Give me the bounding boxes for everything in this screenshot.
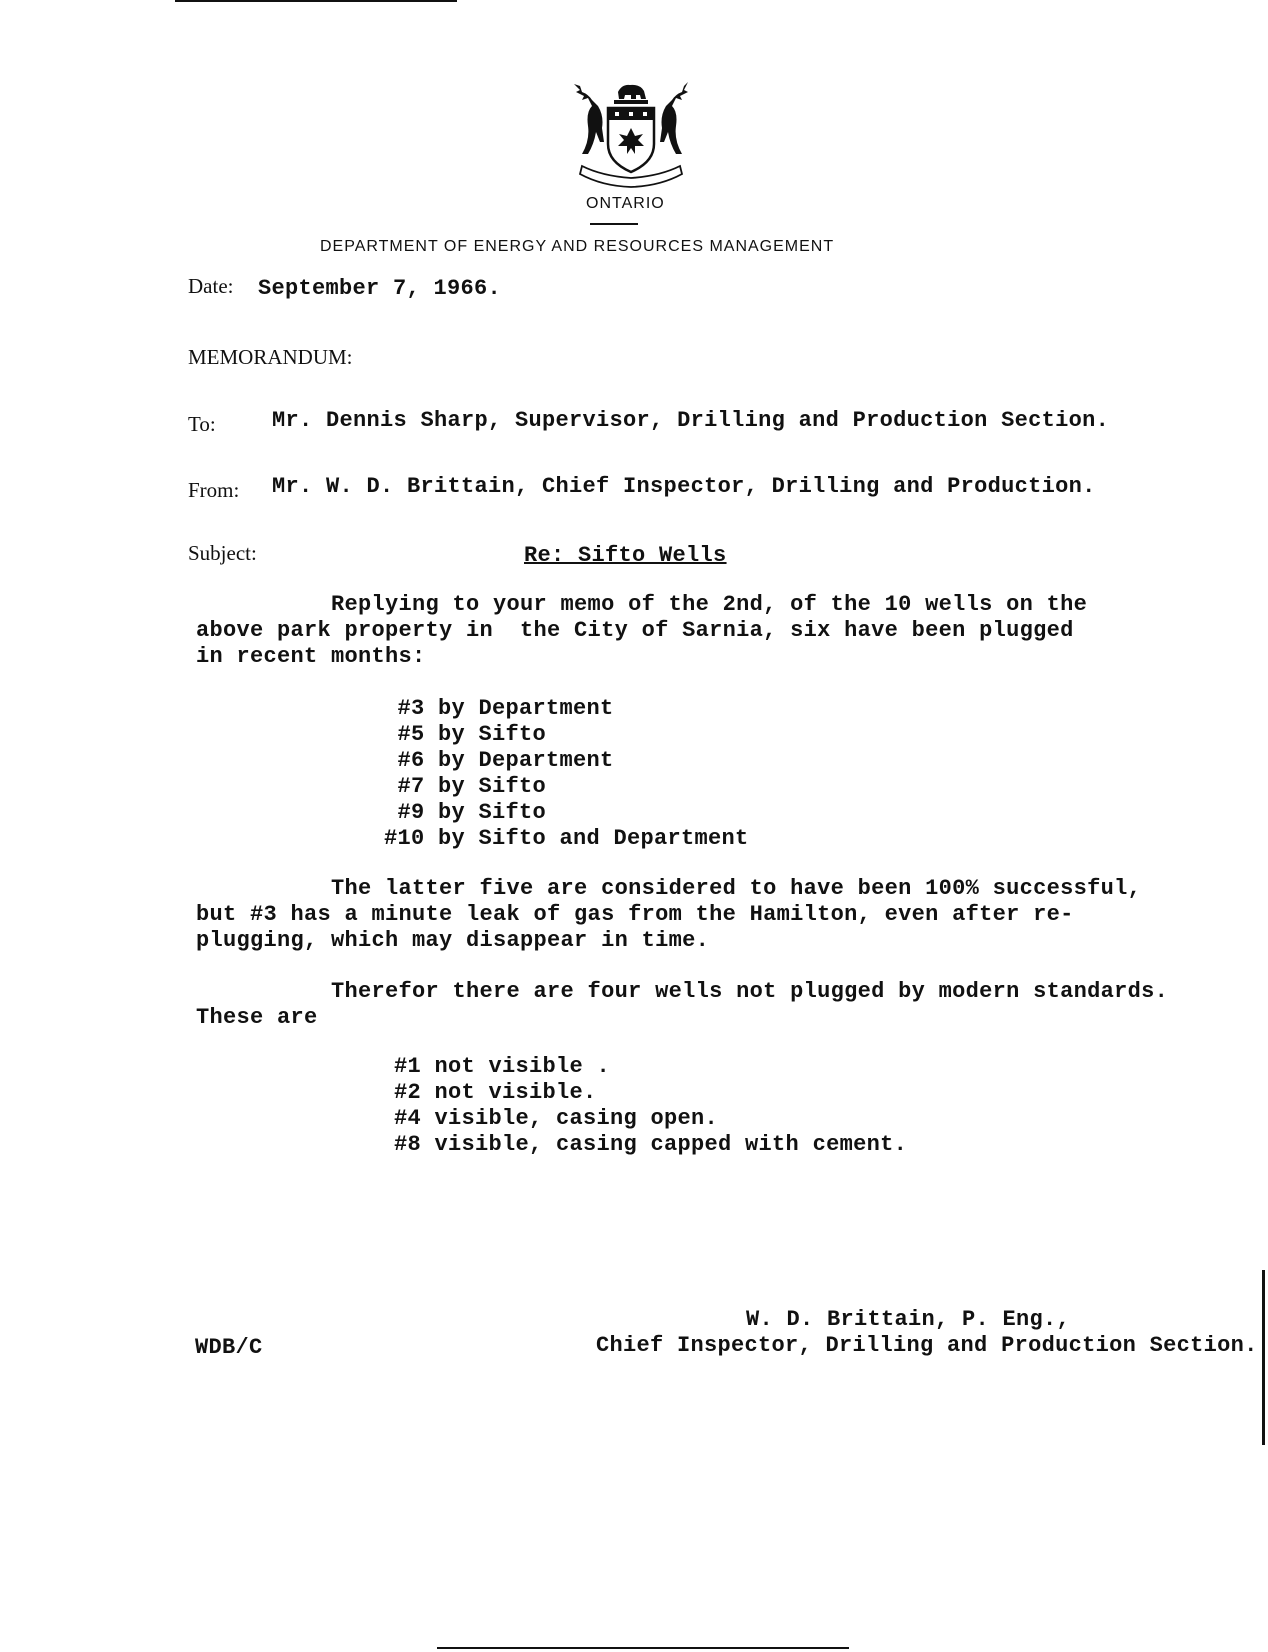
date-label: Date: [188,274,234,298]
signature-name: W. D. Brittain, P. Eng., [746,1307,1071,1332]
paragraph-line: plugging, which may disappear in time. [196,928,710,953]
list-item: #6 by Department [384,748,614,773]
memorandum-label: MEMORANDUM: [188,345,353,369]
list-item: #8 visible, casing capped with cement. [394,1132,908,1157]
list-item: #1 not visible . [394,1054,611,1079]
moose-left-icon [574,84,604,154]
list-item: #3 by Department [384,696,614,721]
paragraph-3 [196,979,1168,1031]
list-item: #4 visible, casing open. [394,1106,719,1131]
scan-right-edge [1262,1270,1265,1445]
paragraph-line: in recent months: [196,644,426,669]
shield-icon [608,108,654,172]
paragraph-2 [196,876,1141,954]
paragraph-line: but #3 has a minute leak of gas from the Hamilton, even after re- [196,902,1074,927]
paragraph-line: Therefor there are four wells not plugged by modern standards. [196,979,1169,1004]
list-item: #2 not visible. [394,1080,597,1105]
list-item: #10 by Sifto and Department [384,826,749,851]
paragraph-line: These are [196,1005,318,1030]
scan-top-line [175,0,457,2]
scan-bottom-line [437,1647,849,1649]
to-label: To: [188,412,216,436]
paragraph-line: Replying to your memo of the 2nd, of the 10 wells on the [196,592,1088,617]
from-label: From: [188,478,240,502]
date-value: September 7, 1966. [258,276,502,301]
letterhead-rule [590,223,638,225]
paragraph-1 [196,592,1087,670]
list-item: #7 by Sifto [384,774,547,799]
province-name: ONTARIO [586,195,665,212]
ontario-crest-icon [568,78,694,188]
to-value: Mr. Dennis Sharp, Supervisor, Drilling and Production Section. [272,408,1110,433]
paragraph-line: The latter five are considered to have been 100% successful, [196,876,1142,901]
plugged-wells-list [384,696,749,852]
list-item: #9 by Sifto [384,800,547,825]
deer-right-icon [660,82,688,154]
signature-title: Chief Inspector, Drilling and Production Section. [596,1333,1258,1358]
typist-initials: WDB/C [195,1335,263,1360]
subject-label: Subject: [188,541,257,565]
from-value: Mr. W. D. Brittain, Chief Inspector, Drilling and Production. [272,474,1096,499]
list-item: #5 by Sifto [384,722,547,747]
subject-value: Re: Sifto Wells [524,543,727,568]
bear-icon [614,85,648,104]
unplugged-wells-list [394,1054,907,1158]
paragraph-line: above park property in the City of Sarnia, six have been plugged [196,618,1074,643]
department-name: DEPARTMENT OF ENERGY AND RESOURCES MANAGEMENT [320,238,835,255]
